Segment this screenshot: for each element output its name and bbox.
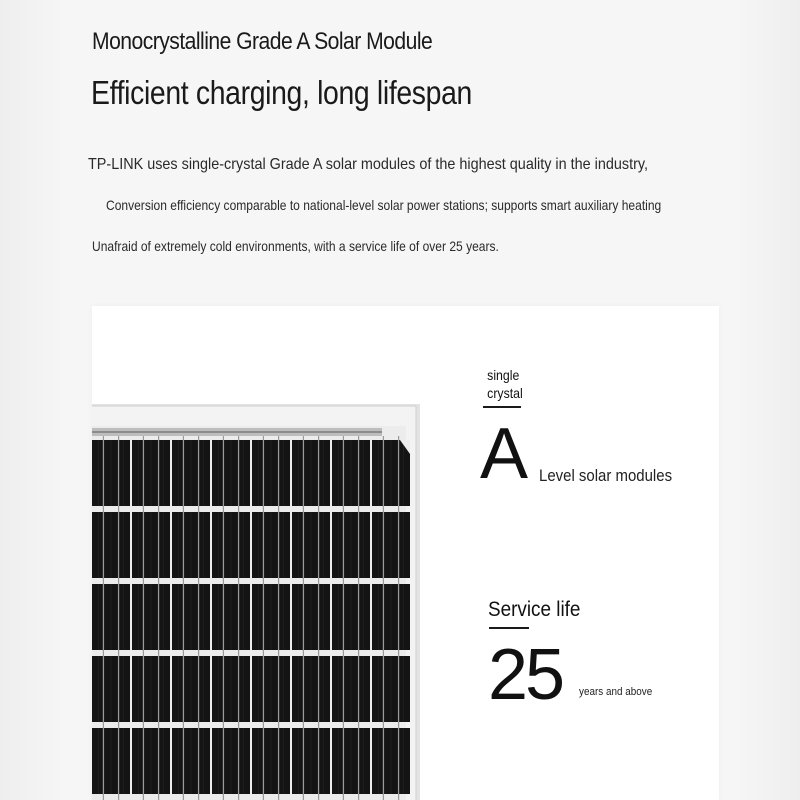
product-headline: Efficient charging, long lifespan — [91, 74, 472, 111]
grade-letter: A — [480, 414, 529, 494]
description-line-1: TP-LINK uses single-crystal Grade A solar modules of the highest quality in the industry, — [88, 156, 649, 173]
product-subtitle: Monocrystalline Grade A Solar Module — [92, 28, 433, 55]
service-life-underline — [489, 627, 529, 629]
feature-panel — [92, 306, 719, 800]
description-line-3: Unafraid of extremely cold environments, with a service life of over 25 years. — [92, 238, 499, 254]
grade-text: Level solar modules — [539, 466, 673, 485]
description-line-2: Conversion efficiency comparable to national-level solar power stations; supports smart auxiliary heating — [106, 197, 662, 213]
crystal-underline — [483, 406, 521, 408]
service-life-title: Service life — [488, 598, 581, 621]
solar-module-image — [92, 404, 420, 800]
crystal-label: single crystal — [487, 367, 523, 401]
service-life-number: 25 — [488, 635, 563, 715]
service-life-unit: years and above — [579, 686, 653, 698]
